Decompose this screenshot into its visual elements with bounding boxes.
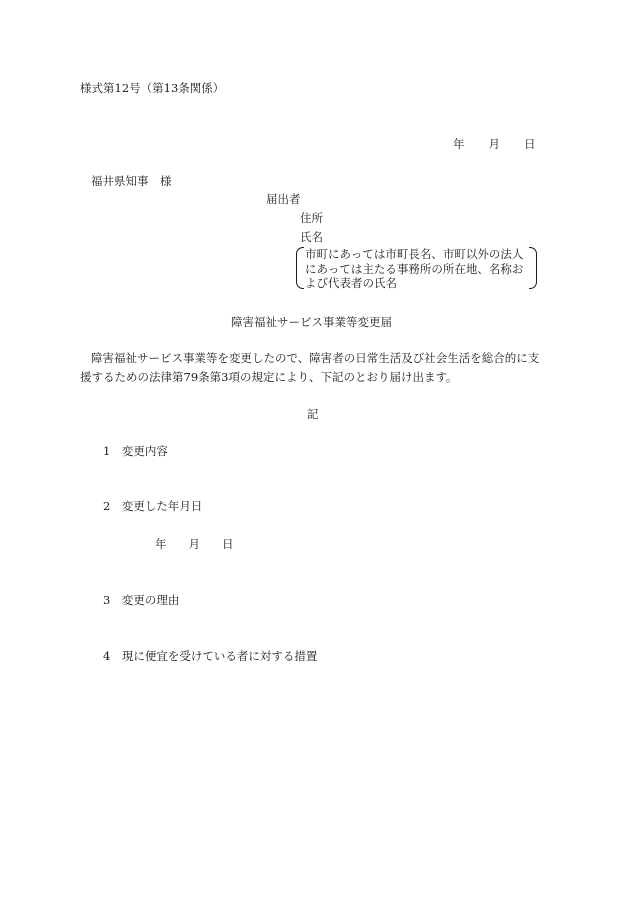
applicant-label: 届出者 — [266, 192, 301, 206]
ki-heading: 記 — [307, 407, 319, 421]
header-date-year: 年 — [453, 137, 465, 151]
item-label: 変更内容 — [121, 444, 168, 458]
address-label: 住所 — [300, 211, 323, 225]
body-line-1: 障害福祉サービス事業等を変更したので、障害者の日常生活及び社会生活を総合的に支 — [91, 351, 540, 365]
item-label: 変更の理由 — [121, 593, 180, 607]
form-number: 様式第12号（第13条関係） — [80, 81, 225, 95]
applicant-note-line: にあっては主たる事務所の所在地、名称お — [305, 261, 524, 276]
item-number: 3 — [103, 593, 111, 607]
applicant-note — [305, 247, 523, 291]
header-date-day: 日 — [524, 137, 536, 151]
item-2-date-year: 年 — [155, 537, 167, 551]
applicant-note-line: 市町にあっては市町長名、市町以外の法人 — [305, 247, 524, 261]
header-date — [453, 137, 536, 151]
item-2-date — [155, 537, 234, 551]
item-4 — [103, 649, 317, 663]
right-bracket — [529, 247, 537, 289]
item-2-date-month: 月 — [188, 537, 200, 551]
header-date-month: 月 — [488, 137, 500, 151]
item-number: 2 — [103, 499, 111, 513]
addressee: 福井県知事 様 — [91, 174, 172, 188]
item-label: 変更した年月日 — [121, 499, 203, 513]
item-2-date-day: 日 — [222, 537, 234, 551]
applicant-note-bracket — [296, 245, 537, 289]
item-number: 1 — [103, 444, 111, 458]
item-1 — [103, 444, 168, 458]
item-label: 現に便宜を受けている者に対する措置 — [121, 649, 318, 663]
applicant-note-line: よび代表者の氏名 — [305, 276, 397, 290]
item-number: 4 — [103, 649, 111, 663]
item-2 — [103, 499, 202, 513]
item-3 — [103, 593, 179, 607]
name-label: 氏名 — [300, 230, 323, 244]
document-title: 障害福祉サービス事業等変更届 — [231, 315, 392, 329]
left-bracket — [296, 247, 304, 289]
body-line-2: 援するための法律第79条第3項の規定により、下記のとおり届け出ます。 — [80, 370, 458, 384]
